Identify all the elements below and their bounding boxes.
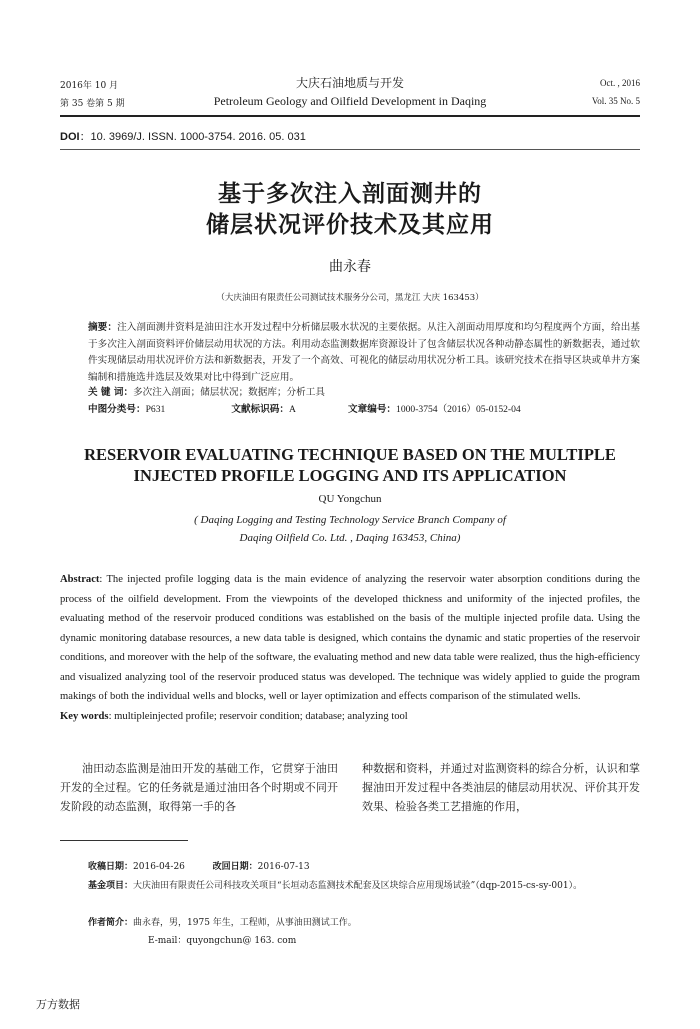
classification-line <box>88 402 640 419</box>
doi-label: DOI <box>60 131 80 143</box>
doc-code-value: A <box>288 404 296 415</box>
title-cn-line1: 基于多次注入剖面测井的 <box>218 181 482 207</box>
title-en-line1: RESERVOIR EVALUATING TECHNIQUE BASED ON THE MULTIPLE <box>84 445 616 464</box>
keywords-cn <box>88 385 640 402</box>
keywords-cn-text: 多次注入剖面；储层状况；数据库；分析工具 <box>133 387 325 398</box>
doc-code-label: 文献标识码： <box>231 404 289 415</box>
received-label: 收稿日期： <box>88 862 134 872</box>
header-journal-cn: 大庆石油地质与开发 <box>295 76 404 90</box>
doi-rule <box>60 149 640 150</box>
header-date-en: Oct. , 2016 <box>600 78 640 88</box>
header-volume-en: Vol. 35 No. 5 <box>591 96 640 106</box>
author-cn: 曲永春 <box>329 259 371 275</box>
fund-label: 基金项目： <box>88 881 134 891</box>
author-bio-label: 作者简介： <box>88 918 134 928</box>
header-rule <box>60 115 640 117</box>
clc-value: P631 <box>145 404 166 415</box>
article-no-value: 1000-3754（2016）05-0152-04 <box>396 404 521 415</box>
header-journal-en: Petroleum Geology and Oilfield Development in Daqing <box>213 94 487 108</box>
abstract-cn-label: 摘要： <box>88 322 118 333</box>
revised-date: 2016-07-13 <box>257 862 310 872</box>
fund-text: 大庆油田有限责任公司科技攻关项目“长垣动态监测技术配套及区块综合应用现场试验”（dqp-2015-cs-sy-001）。 <box>133 881 583 891</box>
affiliation-en-line1: ( Daqing Logging and Testing Technology Service Branch Company of <box>194 514 506 526</box>
abstract-cn <box>88 320 640 386</box>
watermark-text: 万方数据 <box>36 998 80 1011</box>
abstract-cn-text: 注入剖面测井资料是油田注水开发过程中分析储层吸水状况的主要依据。从注入剖面动用厚度和均匀程度两个方面，给出基于多次注入剖面资料评价储层动用状况的方法。利用动态监测数据库资源设计了包含储层状况各种动静态属性的新数据表，通过软件实现储层动用状况评价方法和新数据表，开发了一个高效、可视化的储层动用状况分析工具。该研究技术在指导区块或单井方案编制和措施选井选层及效果对比中得到广泛应用。 <box>88 322 641 383</box>
author-email: E-mail：quyongchun@ 163. com <box>148 936 297 946</box>
affiliation-en-line2: Daqing Oilfield Co. Ltd. , Daqing 163453, China) <box>239 532 461 544</box>
footnote-author <box>88 916 640 930</box>
title-en-line2: INJECTED PROFILE LOGGING AND ITS APPLICATION <box>133 466 567 485</box>
revised-label: 改回日期： <box>212 862 258 872</box>
abstract-en-text: : The injected profile logging data is the main evidence of analyzing the reservoir water absorption conditions during the process of the oilfield development. From the viewpoints of the developed thickness and uniformity of the injected profiles, the evaluating method of the reservoir produced conditions was established on the basis of the multiple injected profile data. Using the dynamic monitoring database resources, a new data table is designed, which contains the dynamic and static properties of the reservoir conditions, and moreover with the help of the software, the evaluating method and new data table were realized, thus the high-efficiency and visualized analyzing tool of the reservoir produced status was developed. The technique was widely applied to guide the program makings of both the individual wells and blocks, well or layer optimization and effects comparison of the stimulated wells. <box>60 574 640 702</box>
keywords-en-text: : multipleinjected profile; reservoir condition; database; analyzing tool <box>108 710 408 722</box>
header-volume-cn: 第 35 卷第 5 期 <box>60 99 125 109</box>
footnote-fund <box>88 879 640 893</box>
article-no-label: 文章编号： <box>348 404 397 415</box>
doi-line <box>60 128 306 144</box>
title-cn-line2: 储层状况评价技术及其应用 <box>206 212 494 238</box>
body-column-right: 种数据和资料，并通过对监测资料的综合分析，认识和掌握油田开发过程中各类油层的储层动用状况、评价其开发效果、检验各类工艺措施的作用， <box>362 762 640 813</box>
body-column-left: 油田动态监测是油田开发的基础工作，它贯穿于油田开发的全过程。它的任务就是通过油田各个时期或不同开发阶段的动态监测，取得第一手的各 <box>60 762 338 813</box>
doi-value: ：10. 3969/J. ISSN. 1000-3754. 2016. 05. 031 <box>79 131 306 143</box>
footnote-dates <box>88 860 640 874</box>
keywords-cn-label: 关 键 词： <box>88 387 134 398</box>
footnote-rule <box>60 840 188 841</box>
keywords-en-label: Key words <box>60 710 109 722</box>
affiliation-cn: （大庆油田有限责任公司测试技术服务分公司，黑龙江 大庆 163453） <box>216 293 484 303</box>
received-date: 2016-04-26 <box>133 862 185 872</box>
author-en: QU Yongchun <box>318 493 382 505</box>
abstract-en-label: Abstract <box>60 574 100 585</box>
author-bio-text: 曲永春，男，1975 年生，工程师，从事油田测试工作。 <box>133 918 357 928</box>
clc-label: 中图分类号： <box>88 404 146 415</box>
abstract-en <box>60 570 640 726</box>
header-date-cn: 2016年 10 月 <box>60 81 119 91</box>
